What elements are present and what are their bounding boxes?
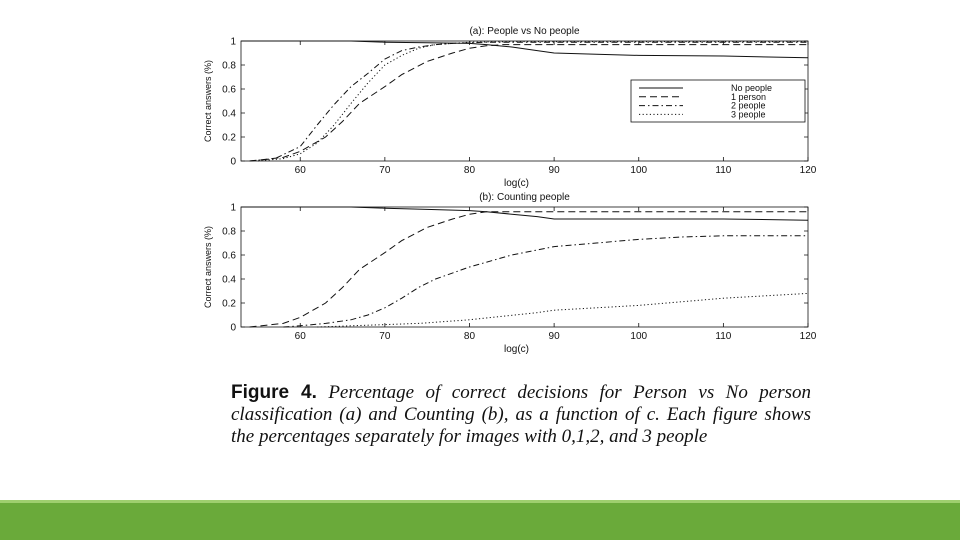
x-tick-label: 100 bbox=[630, 165, 648, 176]
x-tick-label: 70 bbox=[379, 165, 391, 176]
series-line-dashed bbox=[250, 212, 809, 327]
series-line-solid bbox=[241, 207, 808, 220]
y-tick-label: 0.4 bbox=[222, 274, 236, 286]
x-tick-label: 90 bbox=[548, 165, 560, 176]
y-tick-label: 0.4 bbox=[222, 108, 236, 120]
y-tick-label: 0 bbox=[230, 156, 236, 168]
y-tick-label: 1 bbox=[230, 202, 236, 214]
y-axis-label: Correct answers (%) bbox=[203, 225, 213, 309]
footer-accent-fill bbox=[0, 503, 960, 540]
chart-title: (b): Counting people bbox=[479, 192, 570, 203]
legend-label: 2 people bbox=[731, 100, 766, 111]
caption-lead: Figure 4. bbox=[231, 382, 317, 403]
y-tick-label: 0.2 bbox=[222, 298, 236, 310]
y-tick-label: 0 bbox=[230, 322, 236, 334]
x-tick-label: 110 bbox=[715, 165, 732, 176]
y-axis-label: Correct answers (%) bbox=[203, 59, 213, 143]
series-line-solid bbox=[241, 41, 808, 58]
caption-body: Percentage of correct decisions for Person vs No person classification (a) and Counting (b), as a function of c. Each figure shows the percentages separately for images with 0,1,2, and 3 people bbox=[231, 382, 811, 447]
chart-title: (a): People vs No people bbox=[469, 26, 580, 37]
x-tick-label: 120 bbox=[799, 165, 817, 176]
y-tick-label: 1 bbox=[230, 36, 236, 48]
y-tick-label: 0.2 bbox=[222, 132, 236, 144]
legend-label: 3 people bbox=[731, 109, 766, 120]
chart-a bbox=[203, 26, 817, 189]
x-tick-label: 80 bbox=[463, 165, 476, 176]
series-line-dotted bbox=[317, 293, 808, 327]
legend-box bbox=[631, 80, 805, 122]
x-tick-label: 120 bbox=[799, 331, 817, 342]
x-tick-label: 100 bbox=[630, 331, 648, 342]
charts-svg bbox=[150, 0, 817, 380]
figure-caption bbox=[231, 382, 811, 448]
x-tick-label: 80 bbox=[463, 331, 476, 342]
legend-label: 1 person bbox=[731, 91, 767, 102]
x-axis-label: log(c) bbox=[503, 178, 530, 189]
x-tick-label: 110 bbox=[715, 331, 732, 342]
x-tick-label: 90 bbox=[548, 331, 560, 342]
chart-b bbox=[203, 192, 817, 355]
series-line-dashdot bbox=[283, 236, 808, 327]
x-tick-label: 60 bbox=[294, 165, 306, 176]
legend-label: No people bbox=[731, 83, 773, 93]
y-tick-label: 0.6 bbox=[222, 250, 236, 262]
y-tick-label: 0.8 bbox=[222, 60, 236, 72]
y-tick-label: 0.8 bbox=[222, 226, 236, 238]
x-axis-label: log(c) bbox=[503, 344, 530, 355]
y-tick-label: 0.6 bbox=[222, 84, 236, 96]
x-tick-label: 60 bbox=[294, 331, 306, 342]
x-tick-label: 70 bbox=[379, 331, 391, 342]
footer-accent-bar bbox=[0, 500, 960, 540]
plot-frame bbox=[241, 207, 808, 327]
